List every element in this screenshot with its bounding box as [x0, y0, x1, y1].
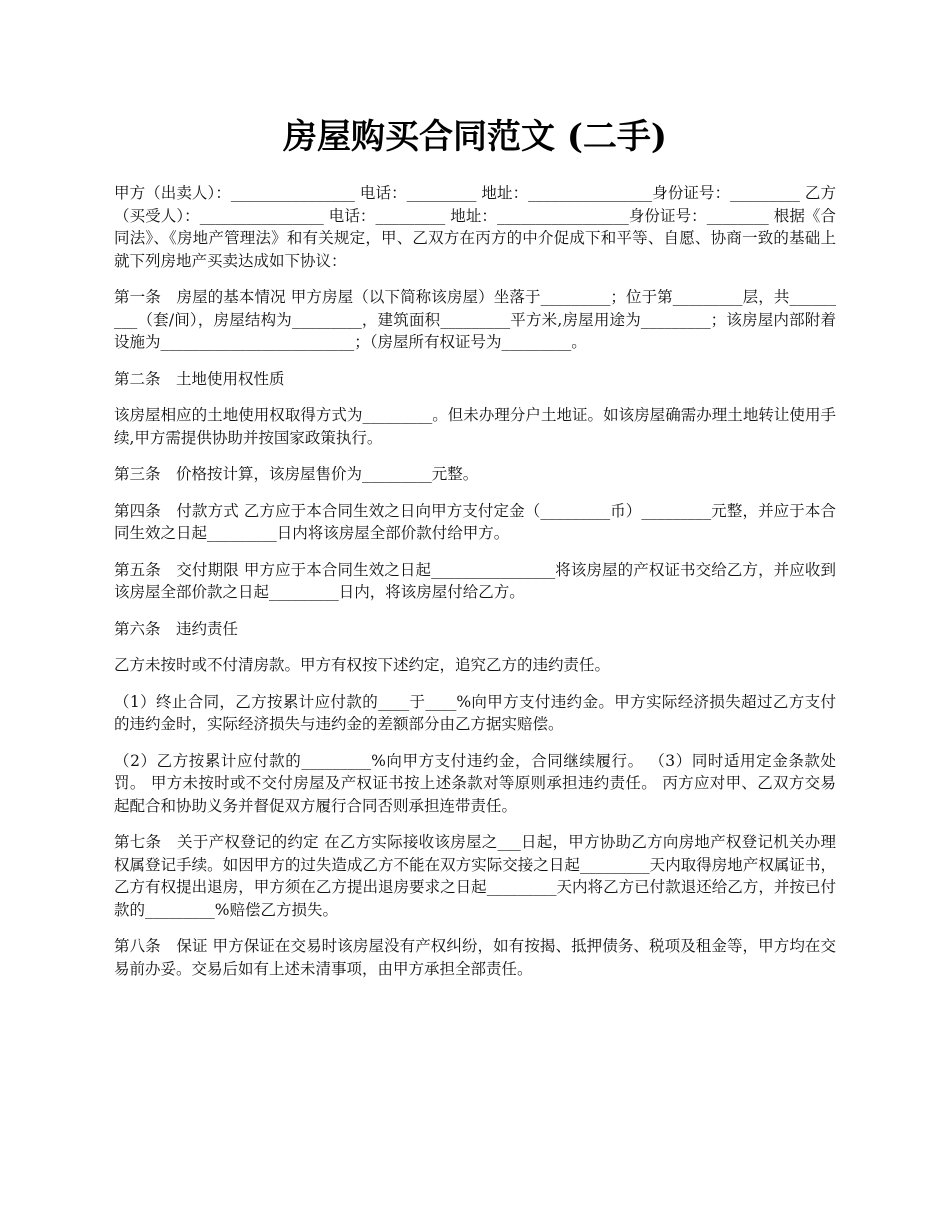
article-6-clause-2-paragraph: （2）乙方按累计应付款的_________%向甲方支付违约金，合同继续履行。 （3）同时适用定金条款处罚。 甲方未按时或不交付房屋及产权证书按上述条款对等原则承担违约责任。 丙方应对甲、乙双方交易起配合和协助义务并督促双方履行合同否则承担连带责任。 — [114, 751, 836, 815]
document-body — [114, 182, 836, 994]
article-2-paragraph: 该房屋相应的土地使用权取得方式为_________。但未办理分户土地证。如该房屋确需办理土地转让使用手续,甲方需提供协助并按国家政策执行。 — [114, 406, 836, 447]
article-8-paragraph: 第八条 保证 甲方保证在交易时该房屋没有产权纠纷，如有按揭、抵押债务、税项及租金等，甲方均在交易前办妥。交易后如有上述未清事项，由甲方承担全部责任。 — [114, 937, 836, 978]
article-5-paragraph: 第五条 交付期限 甲方应于本合同生效之日起________________将该房屋的产权证书交给乙方，并应收到该房屋全部价款之日起_________日内，将该房屋付给乙方。 — [114, 560, 836, 601]
article-1-paragraph: 第一条 房屋的基本情况 甲方房屋（以下简称该房屋）坐落于_________；位于第_________层，共_________（套/间），房屋结构为_________，建筑面积_________平方米,房屋用途为_________；该房屋内部附着设施为_________________________；（房屋所有权证号为_________。 — [114, 288, 836, 351]
article-2-heading: 第二条 土地使用权性质 — [114, 369, 285, 388]
article-4-paragraph: 第四条 付款方式 乙方应于本合同生效之日向甲方支付定金（_________币）_________元整，并应于本合同生效之日起_________日内将该房屋全部价款付给甲方。 — [114, 501, 836, 542]
parties-paragraph: 甲方（出卖人）：________________ 电话：_________ 地址：________________身份证号：_________ 乙方（买受人）：________________ 电话：_________ 地址：_________________身份证号：________ 根据《合同法》、《房地产管理法》和有关规定，甲、乙双方在丙方的中介促成下和平等、自愿、协商一致的基础上就下列房地产买卖达成如下协议： — [114, 184, 836, 270]
article-6-heading: 第六条 违约责任 — [114, 619, 239, 638]
document-title: 房屋购买合同范文 (二手) — [282, 117, 667, 157]
article-7-paragraph: 第七条 关于产权登记的约定 在乙方实际接收该房屋之___日起，甲方协助乙方向房地产权登记机关办理权属登记手续。如因甲方的过失造成乙方不能在双方实际交接之日起_________天内取得房地产权属证书，乙方有权提出退房，甲方须在乙方提出退房要求之日起_________天内将乙方已付款退还给乙方，并按已付款的_________%赔偿乙方损失。 — [114, 833, 836, 919]
article-6-intro-paragraph: 乙方未按时或不付清房款。甲方有权按下述约定，追究乙方的违约责任。 — [114, 656, 611, 674]
article-6-clause-1-paragraph: （1）终止合同，乙方按累计应付款的____于____%向甲方支付违约金。甲方实际经济损失超过乙方支付的违约金时，实际经济损失与违约金的差额部分由乙方据实赔偿。 — [114, 692, 836, 733]
article-3-paragraph: 第三条 价格按计算，该房屋售价为_________元整。 — [114, 465, 479, 483]
